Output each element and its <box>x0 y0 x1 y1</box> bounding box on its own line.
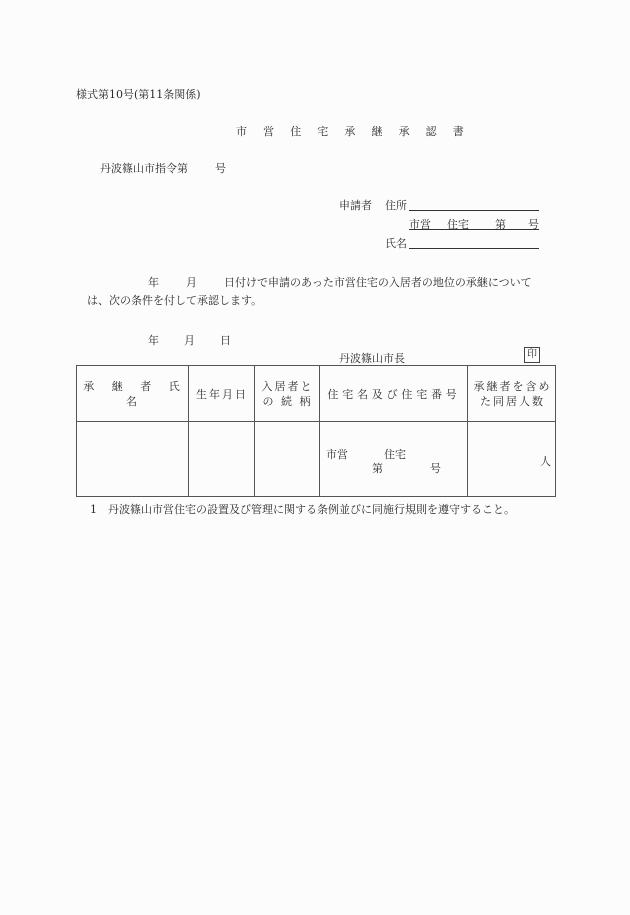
statement-year: 年 <box>148 276 159 289</box>
approval-statement <box>76 274 556 310</box>
issue-month: 月 <box>184 334 195 347</box>
header-text: 生年月日 <box>196 387 248 401</box>
statement-line1: 日付けで申請のあった市営住宅の入居者の地位の承継について <box>224 276 532 289</box>
directive-prefix: 丹波篠山市指令第 <box>100 162 188 175</box>
cell-successor-name[interactable] <box>77 422 188 497</box>
address-field[interactable] <box>409 197 539 211</box>
succession-table <box>76 365 556 497</box>
directive-number <box>100 160 226 176</box>
name-field[interactable] <box>409 235 539 249</box>
housing-prefix: 市営 <box>409 218 431 231</box>
header-text: 入居者と <box>261 380 314 393</box>
applicant-housing-field[interactable] <box>409 216 539 230</box>
header-text: 住宅名及び住宅番号 <box>327 387 461 401</box>
issue-year: 年 <box>148 334 159 347</box>
header-text: の 続 柄 <box>262 395 313 408</box>
condition-text: 丹波篠山市営住宅の設置及び管理に関する条例並びに同施行規則を遵守すること。 <box>108 503 515 516</box>
housing-number-suffix: 号 <box>430 462 441 475</box>
header-housing-name-number <box>320 366 468 422</box>
header-text: 承継者を含め <box>473 380 552 393</box>
address-label: 住所 <box>385 199 407 212</box>
header-relationship <box>255 366 320 422</box>
header-household-count <box>468 366 557 422</box>
condition-number: 1 <box>90 503 97 516</box>
seal-mark: 印 <box>524 347 540 363</box>
header-text: 承 継 者 氏 名 <box>83 380 187 408</box>
header-successor-name <box>77 366 189 422</box>
name-label: 氏名 <box>385 237 407 250</box>
housing-prefix: 市営 <box>326 448 348 461</box>
condition-item <box>90 501 515 517</box>
housing-number-prefix: 第 <box>372 462 383 475</box>
cell-relationship[interactable] <box>255 422 319 497</box>
issue-date <box>148 332 231 348</box>
cell-household-count[interactable] <box>468 422 557 497</box>
applicant-label: 申請者 <box>339 199 372 212</box>
housing-number-suffix: 号 <box>528 218 539 231</box>
statement-line2: は、次の条件を付して承認します。 <box>87 294 263 307</box>
header-text: た同居人数 <box>480 395 545 408</box>
cell-birth-date[interactable] <box>189 422 254 497</box>
housing-mid: 住宅 <box>447 218 469 231</box>
cell-housing-name-number[interactable] <box>320 422 468 497</box>
housing-number-prefix: 第 <box>495 218 506 231</box>
statement-month: 月 <box>186 276 197 289</box>
issue-day: 日 <box>220 334 231 347</box>
count-unit: 人 <box>540 455 551 468</box>
housing-mid: 住宅 <box>384 448 406 461</box>
directive-suffix: 号 <box>215 162 226 175</box>
header-birth-date <box>189 366 255 422</box>
document-title: 市 営 住 宅 承 継 承 認 書 <box>236 125 471 138</box>
form-number: 様式第10号(第11条関係) <box>76 88 201 101</box>
issuer-name: 丹波篠山市長 <box>339 352 405 365</box>
